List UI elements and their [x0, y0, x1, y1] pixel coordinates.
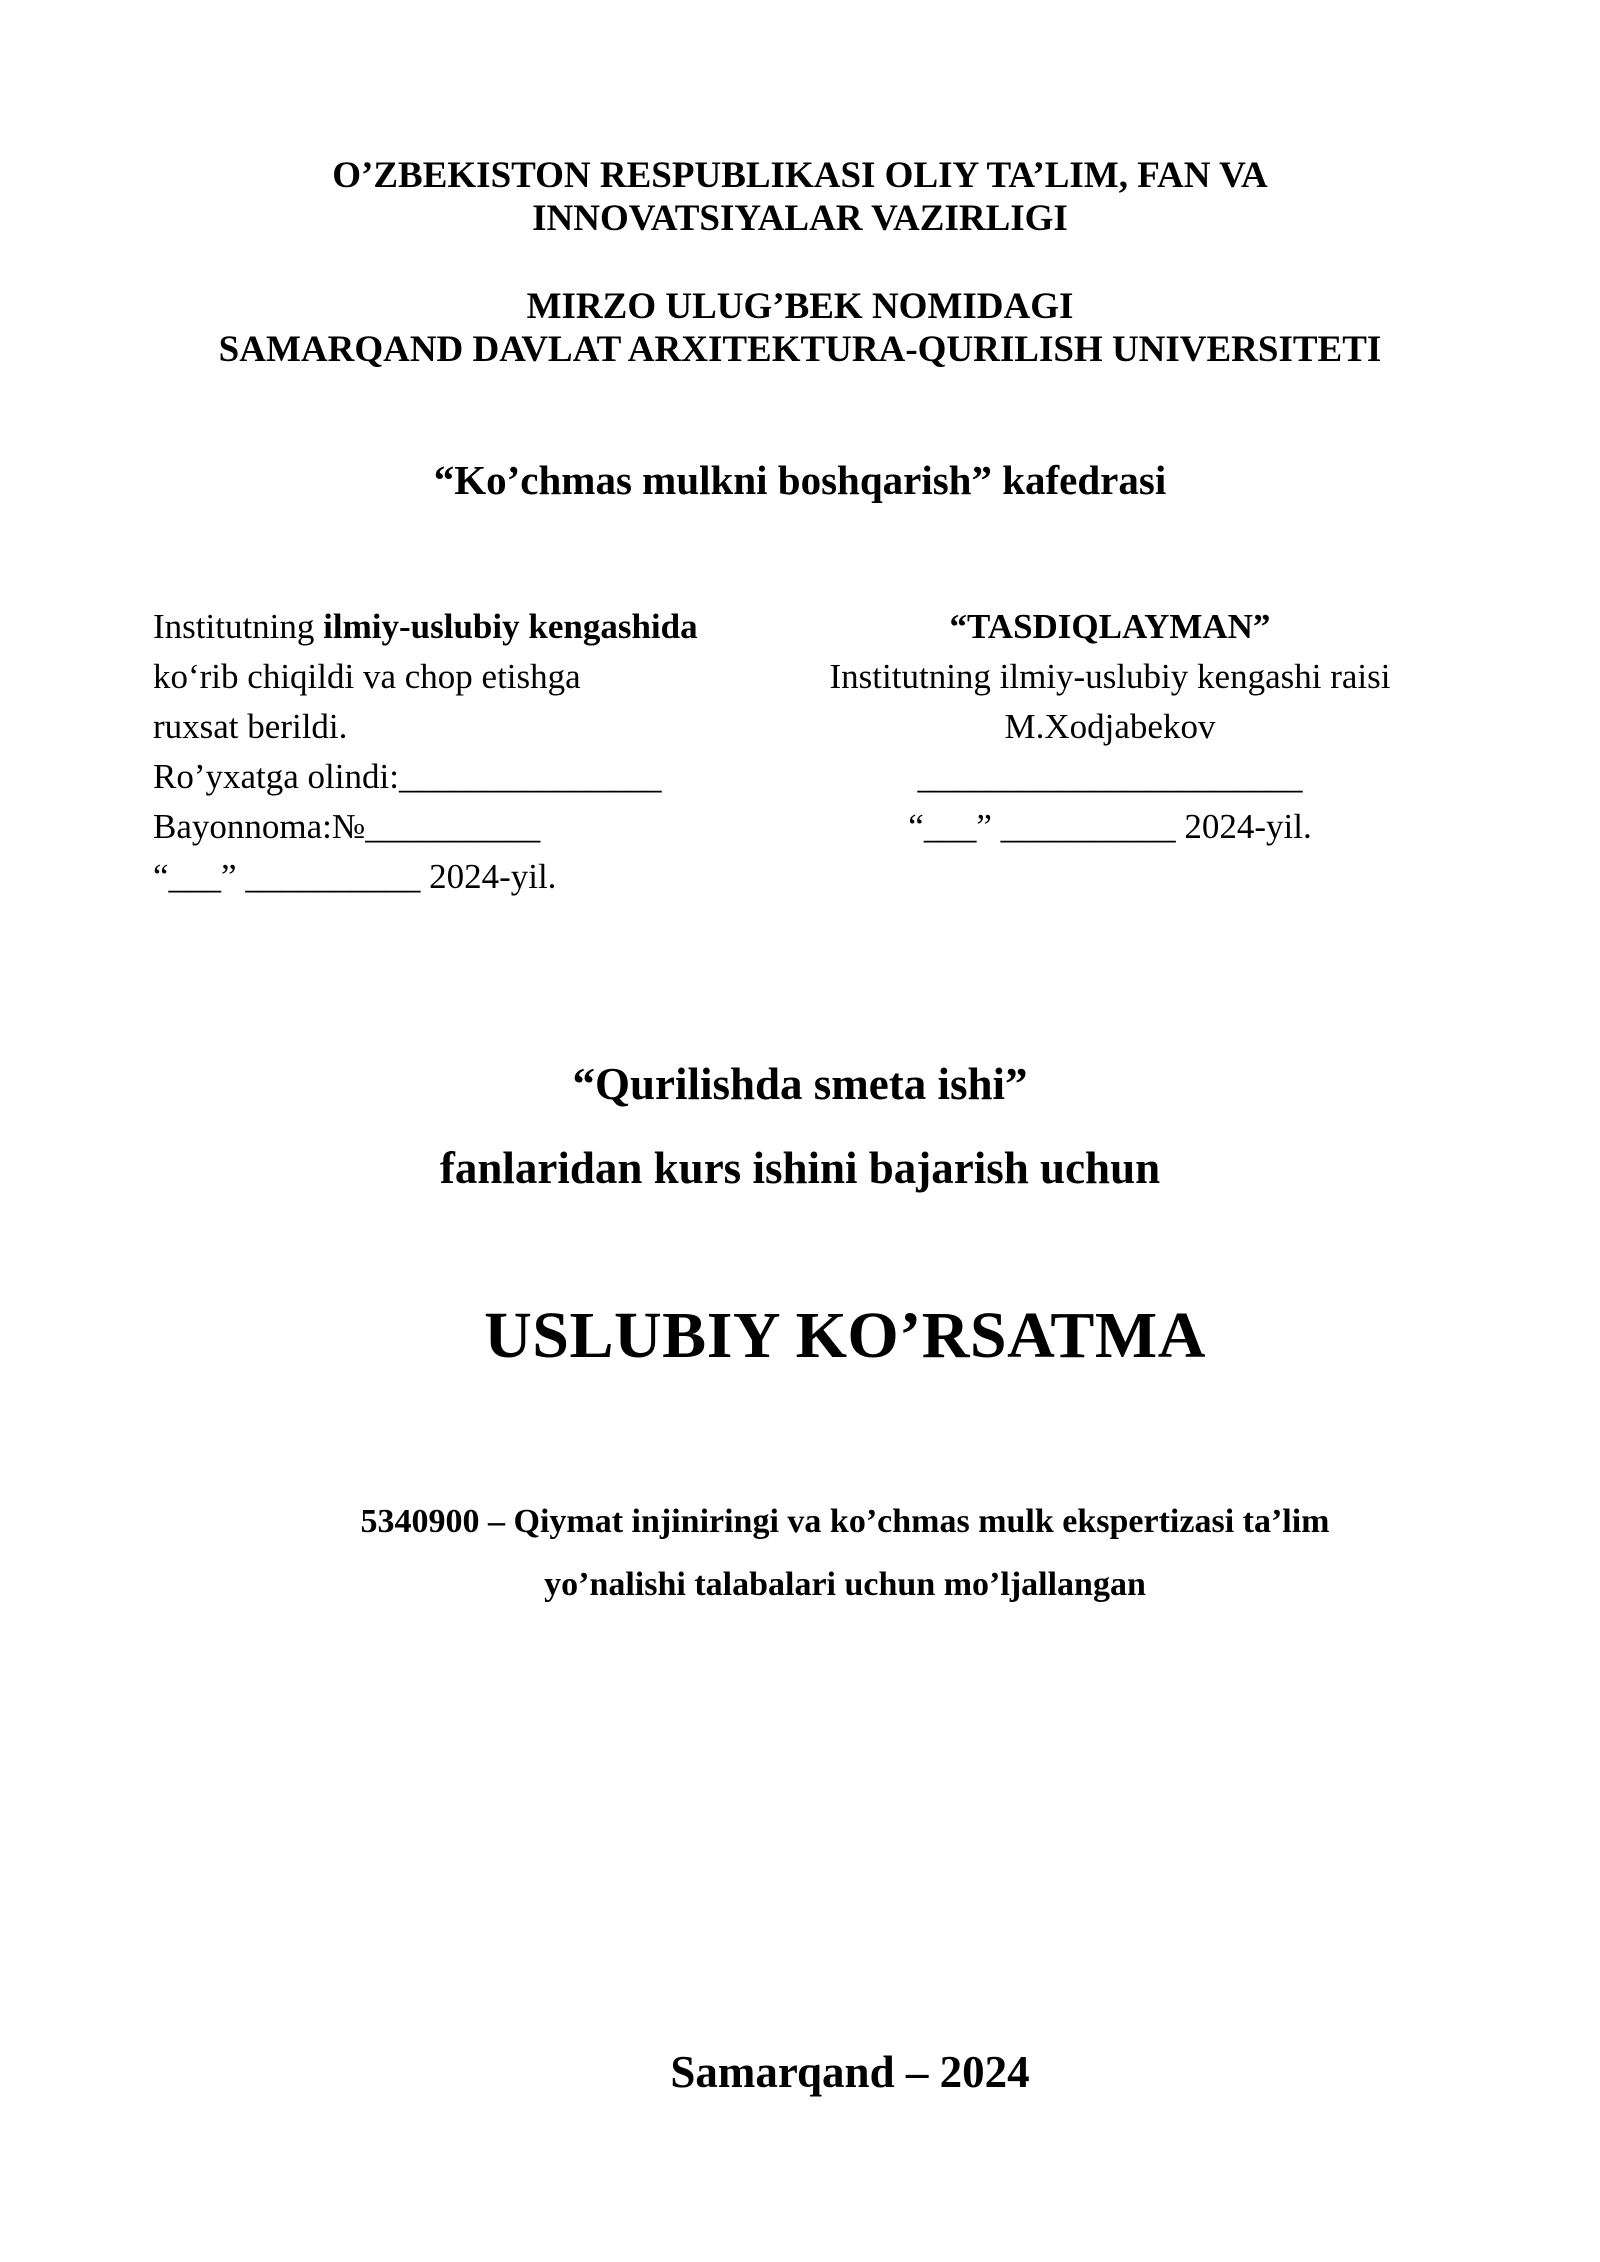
direction-line1: 5340900 – Qiymat injiniringi va ko’chmas mulk ekspertizasi ta’lim	[360, 1503, 1330, 1540]
approval-left-line1-prefix: Institutning	[153, 607, 324, 646]
document-title: USLUBIY KO’RSATMA	[484, 1299, 1206, 1372]
approval-right-position: Institutning ilmiy-uslubiy kengashi raisi	[829, 657, 1391, 696]
approval-right-date-line: “___” __________ 2024-yil.	[908, 807, 1312, 846]
registration-line: Ro’yxatga olindi:_______________	[153, 757, 662, 796]
approval-left-block	[153, 602, 698, 902]
approval-left-line3: ruxsat berildi.	[153, 707, 348, 746]
direction-line2: yo’nalishi talabalari uchun mo’ljallangan	[544, 1566, 1146, 1603]
ministry-title-line1: O’ZBEKISTON RESPUBLIKASI OLIY TA’LIM, FAN VA	[332, 155, 1268, 196]
university-title-line1: MIRZO ULUG’BEK NOMIDAGI	[526, 286, 1074, 327]
protocol-number-line: Bayonnoma:№__________	[153, 807, 541, 846]
signature-line: ______________________	[917, 757, 1303, 796]
subject-title: “Qurilishda smeta ishi”	[572, 1059, 1028, 1109]
approval-right-title: “TASDIQLAYMAN”	[949, 607, 1271, 646]
department-name: “Ko’chmas mulkni boshqarish” kafedrasi	[433, 457, 1167, 503]
university-title-line2: SAMARQAND DAVLAT ARXITEKTURA-QURILISH UNIVERSITETI	[218, 329, 1382, 370]
footer-place-year: Samarqand – 2024	[670, 2047, 1030, 2097]
approval-left-line1	[153, 602, 698, 652]
approval-left-date-line: “___” __________ 2024-yil.	[153, 857, 557, 896]
approval-left-line2: ko‘rib chiqildi va chop etishga	[153, 657, 581, 696]
approval-right-block	[800, 602, 1420, 852]
subject-subtitle: fanlaridan kurs ishini bajarish uchun	[439, 1143, 1161, 1193]
approval-left-line1-bold: ilmiy-uslubiy kengashida	[323, 607, 698, 646]
approval-right-name: M.Xodjabekov	[1004, 707, 1216, 746]
ministry-title-line2: INNOVATSIYALAR VAZIRLIGI	[532, 198, 1068, 239]
